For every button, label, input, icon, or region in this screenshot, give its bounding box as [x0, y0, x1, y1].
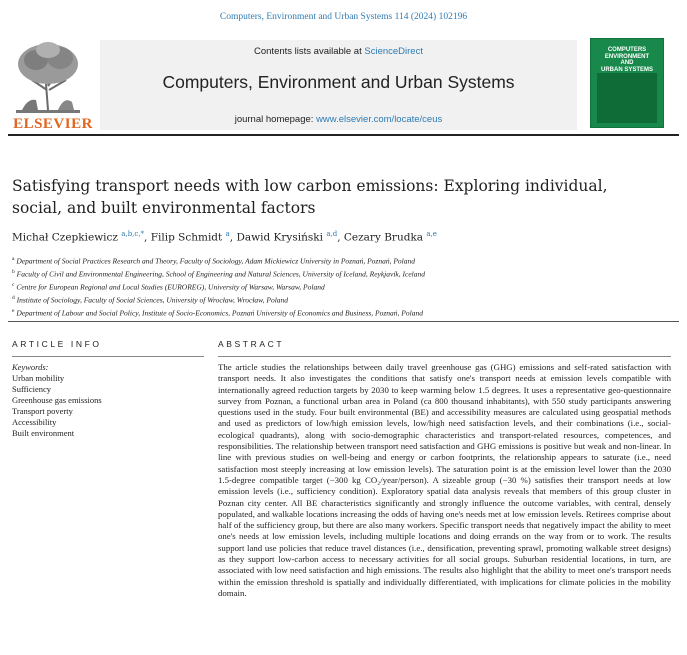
abstract-heading: ABSTRACT: [218, 339, 285, 349]
homepage-line: [100, 114, 577, 125]
author-name[interactable]: Filip Schmidt: [150, 231, 223, 244]
elsevier-logo[interactable]: [8, 40, 93, 132]
abstract-text: The article studies the relationships between daily travel greenhouse gas (GHG) emissions and self-rated satisfaction with transport needs. It also investigates the conditions that satisfy one's transport needs at emission levels compatible with internationally agreed reduction targets by 2030 to keep warming below 1.5 degrees. It uses a representative geo-questionnaire survey from Poznan, a functional urban area in Poland (ca 800 thousand inhabitants), with 550 study participants answering questions used in the study. Four built environmental (BE) and accessibility measures are calculated using geospatial methods and used as predictors of low/high emission levels, low/high need satisfaction levels, and their combinations (i.e., social-ecological quadrants), along with socio-demographic characteristics and transport-related resources, competences, and responsibilities. The relationship between transport need satisfaction and GHG emissions is positive but weak and non-linear. In line with previous studies on well-being and energy or carbon footprints, the relationship appears to saturate (i.e., need satisfaction most steeply increasing at low emission levels). The saturation point is at the emission level lower than the 2030 1.5-degree compatible target (−300 kg CO₂/year/person). A sizeable group (−30 %) satisfies their transport needs at low emission levels (i.e., sufficiency condition). Exploratory spatial data analysis reveals that members of this group cluster in Poznan city center. All BE characteristics significantly and strongly influence the outcome variables, with central, densely populated, and walkable locations increasing the odds of having one's needs met at low emission levels. Retirees comprise about half of the sufficiency group, but there are also many workers. Specific transport needs that negatively impact the ability to meet one's needs at low emission levels, including multiple locations and doing errands on the way from or to work. The results support land use policies that reduce travel distances (i.e., densification, preventing sprawl, promoting walkable street designs) as they support low-carbon access to necessary activities for all social groups. Suburban residential locations, in turn, are associated with low need satisfaction and high emissions. The results also highlight that the ability to meet one's transport needs within the emission threshold is spatially and individually differentiated, with implications for climate policies in the mobility domain.: [218, 362, 671, 598]
affiliation-mark: d: [12, 295, 15, 301]
affiliation-text: Department of Social Practices Research and Theory, Faculty of Sociology, Adam Mickiewicz University in Poznań, Poznań, Poland: [16, 256, 416, 266]
homepage-prefix: journal homepage:: [234, 114, 317, 125]
author-separator: ,: [337, 231, 344, 244]
article-info-rule: [12, 356, 204, 357]
article-info-heading: ARTICLE INFO: [12, 339, 102, 349]
affiliation-text: Centre for European Regional and Local Studies (EUROREG), University of Warsaw, Warsaw, Poland: [16, 282, 325, 292]
affiliation-item: [12, 293, 672, 306]
journal-cover-thumbnail[interactable]: [590, 38, 664, 128]
affiliation-list: [12, 254, 672, 319]
keyword-item[interactable]: Accessibility: [12, 417, 57, 427]
affiliation-mark: e: [12, 308, 15, 314]
author-affiliation-marks[interactable]: a,b,c,*: [121, 230, 145, 238]
journal-title: Computers, Environment and Urban Systems: [162, 72, 515, 92]
keywords-label: Keywords:: [12, 362, 49, 372]
keyword-item[interactable]: Urban mobility: [12, 373, 65, 383]
cover-title: COMPUTERS ENVIRONMENT AND URBAN SYSTEMS: [600, 47, 653, 73]
keyword-item[interactable]: Transport poverty: [12, 406, 73, 416]
author-affiliation-marks[interactable]: a,e: [426, 230, 437, 238]
affiliation-text: Faculty of Civil and Environmental Engineering, School of Engineering and Natural Sciences, University of Iceland, Reykjavík, Iceland: [16, 269, 425, 279]
author-separator: ,: [144, 231, 151, 244]
header-divider: [8, 134, 679, 136]
affiliation-item: [12, 267, 672, 280]
cover-band: [597, 73, 657, 123]
author-list: [12, 230, 672, 244]
author-name[interactable]: Cezary Brudka: [343, 231, 424, 244]
author-affiliation-marks[interactable]: a,d: [326, 230, 338, 238]
article-title: Satisfying transport needs with low carbon emissions: Exploring individual, social, and built environmental factors: [12, 177, 608, 217]
affiliation-text: Department of Labour and Social Policy, Institute of Socio-Economics, Poznań University of Economics and Business, Poznań, Poland: [16, 308, 423, 318]
keywords-block: [12, 362, 202, 439]
sciencedirect-link[interactable]: ScienceDirect: [364, 46, 423, 57]
affiliation-item: [12, 280, 672, 293]
affiliation-item: [12, 254, 672, 267]
contents-line: [100, 46, 577, 57]
affiliation-mark: c: [12, 282, 15, 288]
affiliation-mark: a: [12, 256, 15, 262]
publisher-wordmark: ELSEVIER: [13, 116, 93, 132]
keyword-item[interactable]: Built environment: [12, 428, 75, 438]
affiliation-item: [12, 306, 672, 319]
contents-prefix: Contents lists available at: [254, 46, 365, 57]
affiliation-mark: b: [12, 269, 15, 275]
journal-masthead: [100, 40, 577, 130]
section-divider: [8, 321, 679, 322]
abstract-rule: [218, 356, 671, 357]
author-separator: ,: [229, 231, 237, 244]
author-affiliation-marks[interactable]: a: [225, 230, 230, 238]
keyword-item[interactable]: Greenhouse gas emissions: [12, 395, 102, 405]
affiliation-text: Institute of Sociology, Faculty of Social Sciences, University of Wrocław, Wrocław, Poland: [16, 295, 289, 305]
journal-citation[interactable]: Computers, Environment and Urban Systems 114 (2024) 102196: [219, 12, 468, 22]
elsevier-tree-icon: [8, 40, 88, 114]
journal-homepage-link[interactable]: www.elsevier.com/locate/ceus: [316, 114, 443, 125]
author-name[interactable]: Dawid Krysiński: [236, 231, 323, 244]
author-name[interactable]: Michał Czepkiewicz: [12, 231, 118, 244]
keyword-item[interactable]: Sufficiency: [12, 384, 52, 394]
